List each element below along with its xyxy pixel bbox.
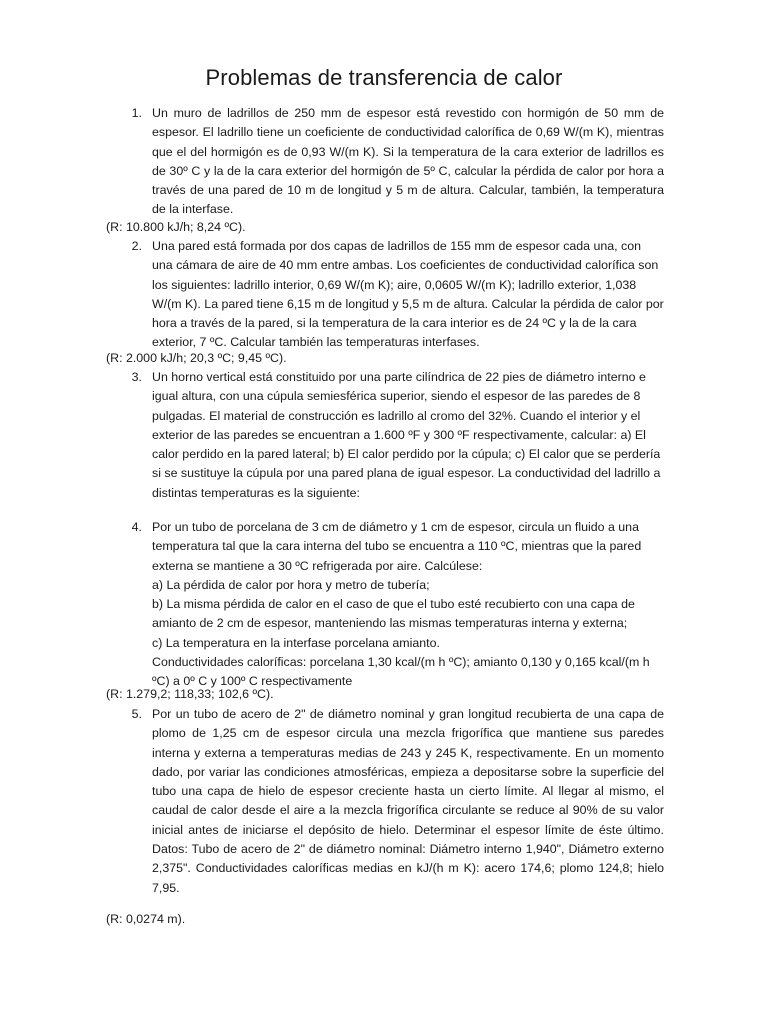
problem-4-text [152,518,664,692]
problem-4-conductivities: Conductividades caloríficas: porcelana 1,30 kcal/(m h ºC); amianto 0,130 y 0,165 kcal/(m h ºC) a 0º C y 100º C respectivamente [152,655,650,689]
problem-2-number: 2. [131,239,142,253]
problem-3-number: 3. [131,370,142,384]
problem-3-text: Un horno vertical está constituido por una parte cilíndrica de 22 pies de diámetro interno e igual altura, con una cúpula semiesférica superior, siendo el espesor de las paredes de 8 pulgadas. El material de construcción es ladrillo al cromo del 32%. Cuando el interior y el exterior de las paredes se encuentran a 1.600 ºF y 300 ºF respectivamente, calcular: a) El calor perdido en la pared lateral; b) El calor perdido por la cúpula; c) El calor que se perdería si se sustituye la cúpula por una pared plana de igual espesor. La conductividad del ladrillo a distintas temperaturas es la siguiente: [152,370,661,500]
problem-1-answer: (R: 10.800 kJ/h; 8,24 ºC). [106,220,246,234]
problem-1-number: 1. [131,106,142,120]
problem-1-text: Un muro de ladrillos de 250 mm de espesor está revestido con hormigón de 50 mm de espesor. El ladrillo tiene un coeficiente de conductividad calorífica de 0,69 W/(m K), mientras que el del hormigón es de 0,93 W/(m K). Si la temperatura de la cara exterior de ladrillos es de 30º C y la de la cara exterior del hormigón de 5º C, calcular la pérdida de calor por hora a través de una pared de 10 m de longitud y 5 m de altura. Calcular, también, la temperatura de la interfase. [152,106,664,217]
page-title: Problemas de transferencia de calor [205,65,563,90]
problem-4-item-b: b) La misma pérdida de calor en el caso de que el tubo esté recubierto con una capa de amianto de 2 cm de espesor, manteniendo las mismas temperaturas interna y externa; [152,597,635,631]
problem-4-item-c: c) La temperatura en la interfase porcelana amianto. [152,635,440,650]
problem-5-number: 5. [131,707,142,721]
problem-2-text: Una pared está formada por dos capas de ladrillos de 155 mm de espesor cada una, con una cámara de aire de 40 mm entre ambas. Los coeficientes de conductividad calorífica son los siguientes: ladrillo interior, 0,69 W/(m K); aire, 0,0605 W/(m K); ladrillo exterior, 1,038 W/(m K). La pared tiene 6,15 m de longitud y 5,5 m de altura. Calcular la pérdida de calor por hora a través de la pared, si la temperatura de la cara interior es de 24 ºC y la de la cara exterior, 7 ºC. Calcular también las temperaturas interfases. [152,239,664,350]
problem-2-answer: (R: 2.000 kJ/h; 20,3 ºC; 9,45 ºC). [106,351,287,365]
problem-5-text: Por un tubo de acero de 2" de diámetro nominal y gran longitud recubierta de una capa de plomo de 1,25 cm de espesor circula una mezcla frigorífica que mantiene sus paredes interna y externa a temperaturas medias de 243 y 245 K, respectivamente. En un momento dado, por variar las condiciones atmosféricas, empieza a depositarse sobre la superficie del tubo una capa de hielo de espesor creciente hasta un cierto límite. Al llegar al mismo, el caudal de calor desde el aire a la mezcla frigorífica circulante se reduce al 90% de su valor inicial antes de iniciarse el depósito de hielo. Determinar el espesor límite de éste último. Datos: Tubo de acero de 2" de diámetro nominal: Diámetro interno 1,940", Diámetro externo 2,375". Conductividades caloríficas medias en kJ/(h m K): acero 174,6; plomo 124,8; hielo 7,95. [152,707,664,895]
problem-4-statement: Por un tubo de porcelana de 3 cm de diámetro y 1 cm de espesor, circula un fluido a una temperatura tal que la cara interna del tubo se encuentra a 110 ºC, mientras que la pared externa se mantiene a 30 ºC refrigerada por aire. Calcúlese: [152,520,642,573]
problem-5-answer: (R: 0,0274 m). [106,912,186,926]
problem-4-number: 4. [131,520,142,534]
problem-4-item-a: a) La pérdida de calor por hora y metro de tubería; [152,577,430,592]
problem-4-answer: (R: 1.279,2; 118,33; 102,6 ºC). [106,687,274,701]
